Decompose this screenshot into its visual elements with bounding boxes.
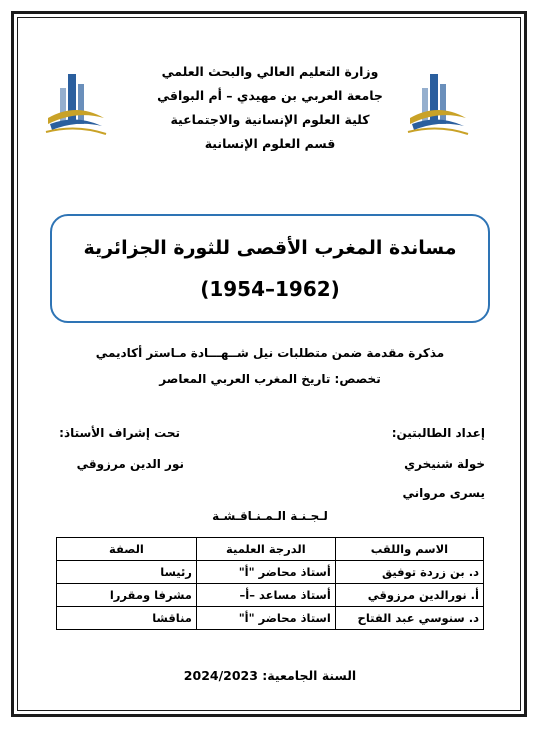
member-role: مشرفا ومقررا: [57, 584, 197, 607]
committee-table: [56, 537, 484, 630]
department-name: قسم العلوم الإنسانية: [204, 136, 336, 151]
supervisor-name: نور الدين مرزوقي: [76, 457, 184, 471]
member-role: رئيسا: [57, 561, 197, 584]
table-row: [57, 584, 484, 607]
member-rank: أستاذ محاضر "أ": [196, 561, 335, 584]
member-role: مناقشا: [57, 607, 197, 630]
ministry-name: وزارة التعليم العالي والبحث العلمي: [161, 64, 379, 79]
member-name: أ. نورالدين مرزوقي: [335, 584, 483, 607]
member-name: د. بن زردة توفيق: [335, 561, 483, 584]
memo-specialty: تخصص: تاريخ المغرب العربي المعاصر: [159, 372, 381, 386]
table-header-row: [57, 538, 484, 561]
table-row: [57, 607, 484, 630]
student-name: خولة شنيخري: [404, 457, 485, 471]
column-header-name: الاسم واللقب: [335, 538, 483, 561]
memo-info: [60, 340, 480, 392]
member-rank: استاذ محاضر "أ": [196, 607, 335, 630]
student-name: يسرى مرواني: [402, 486, 485, 500]
member-name: د. سنوسي عبد الفتاح: [335, 607, 483, 630]
university-name: جامعة العربي بن مهيدي – أم البواقي: [157, 88, 383, 103]
thesis-years: (1954–1962): [200, 277, 340, 301]
supervision-label: تحت إشراف الأستاذ:: [59, 426, 180, 440]
prepared-by-label: إعداد الطالبتين:: [391, 426, 485, 440]
thesis-title-box: [50, 214, 490, 323]
column-header-role: الصفة: [57, 538, 197, 561]
table-row: [57, 561, 484, 584]
memo-purpose: مذكرة مقدمة ضمن متطلبات نيل شــهـــادة مـاستر أكاديمي: [95, 346, 445, 360]
academic-year: السنة الجامعية: 2024/2023: [183, 668, 357, 683]
faculty-name: كلية العلوم الإنسانية والاجتماعية: [170, 112, 370, 127]
thesis-title: مساندة المغرب الأقصى للثورة الجزائرية: [83, 237, 457, 259]
column-header-rank: الدرجة العلمية: [196, 538, 335, 561]
member-rank: أستاذ مساعد –أ–: [196, 584, 335, 607]
university-logo-icon: [42, 66, 110, 146]
committee-title: لـجـنـة الـمـنـاقـشـة: [212, 509, 328, 523]
institution-header: [120, 60, 420, 156]
